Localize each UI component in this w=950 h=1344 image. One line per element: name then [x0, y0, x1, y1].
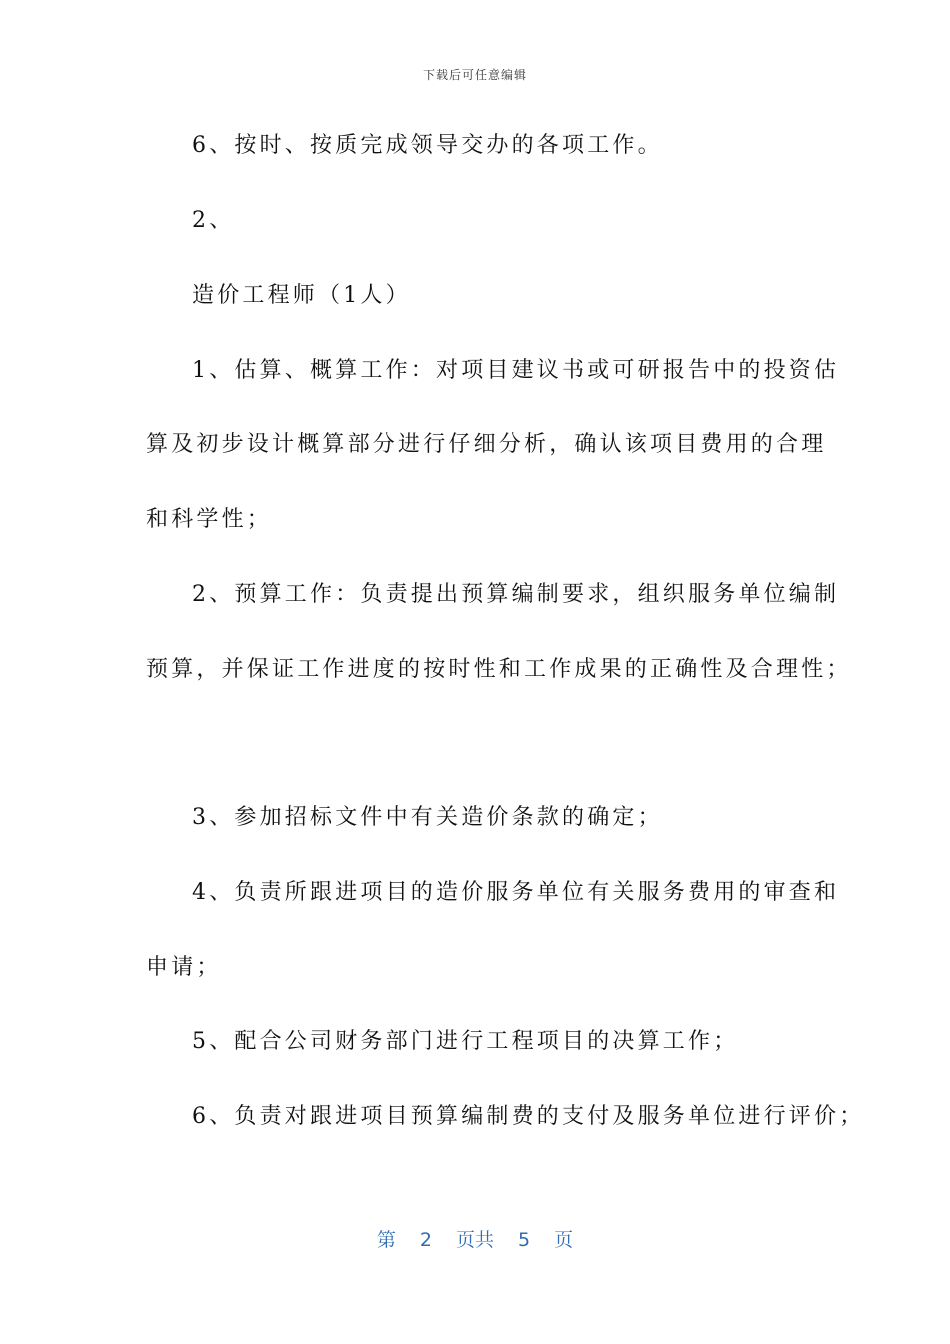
- total-pages: 5: [518, 1229, 531, 1251]
- body-line: 4、负责所跟进项目的造价服务单位有关服务费用的审查和: [192, 880, 840, 905]
- body-line: 和科学性；: [146, 507, 273, 532]
- header-note: 下载后可任意编辑: [422, 68, 527, 82]
- body-line: 申请；: [146, 955, 222, 980]
- page-label-prefix: 第: [376, 1229, 396, 1251]
- body-line: 2、: [192, 208, 235, 233]
- body-line: 6、负责对跟进项目预算编制费的支付及服务单位进行评价；: [192, 1104, 865, 1129]
- section-heading: 造价工程师（1人）: [192, 283, 411, 308]
- body-line: 1、估算、概算工作：对项目建议书或可研报告中的投资估: [192, 358, 840, 383]
- body-line: 预算，并保证工作进度的按时性和工作成果的正确性及合理性；: [146, 657, 852, 682]
- body-line: 3、参加招标文件中有关造价条款的确定；: [192, 805, 663, 830]
- body-line: 算及初步设计概算部分进行仔细分析，确认该项目费用的合理: [146, 432, 827, 457]
- body-line: 2、预算工作：负责提出预算编制要求，组织服务单位编制: [192, 582, 840, 607]
- page-label-suffix: 页: [554, 1229, 574, 1251]
- page-number: 2: [419, 1229, 432, 1251]
- body-line: 6、按时、按质完成领导交办的各项工作。: [192, 133, 663, 158]
- body-line: 5、配合公司财务部门进行工程项目的决算工作；: [192, 1029, 739, 1054]
- page-footer: [0, 1225, 950, 1252]
- page-label-mid: 页共: [455, 1229, 494, 1251]
